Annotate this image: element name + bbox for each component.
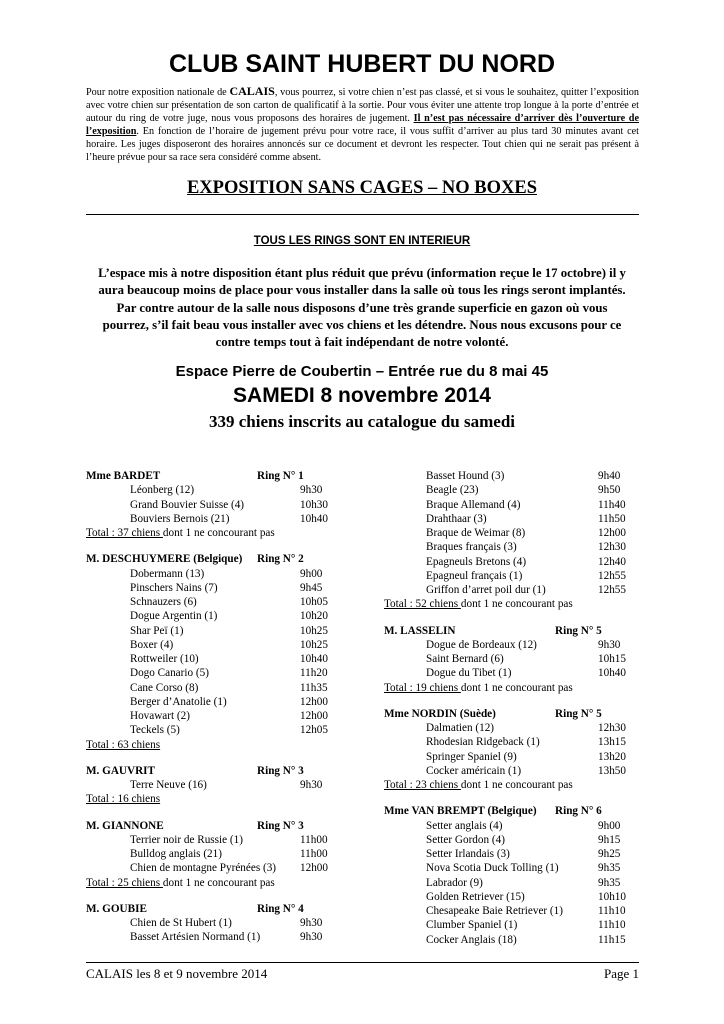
judging-time: 10h30 — [300, 498, 328, 511]
schedule-left-column — [86, 469, 386, 945]
breed-name: Cocker américain (1) — [426, 764, 522, 777]
dogs-count: 339 chiens inscrits au catalogue du samedi — [208, 412, 516, 431]
judging-time: 10h05 — [300, 596, 328, 608]
breed-name: Saint Bernard (6) — [426, 653, 504, 665]
breed-name: Teckels (5) — [130, 724, 180, 737]
breed-row — [86, 609, 386, 623]
breed-row — [86, 916, 386, 930]
judge-name: M. GOUBIE — [86, 902, 147, 915]
breed-row — [384, 638, 644, 652]
judging-time: 11h50 — [598, 512, 626, 525]
breed-name: Shar Peï (1) — [130, 624, 184, 637]
judge-row — [86, 469, 386, 483]
breed-name: Hovawart (2) — [130, 710, 190, 722]
rings-notice: TOUS LES RINGS SONT EN INTERIEUR — [253, 235, 471, 247]
total-count: Total : 52 chiens — [384, 598, 461, 611]
total-note: dont 1 ne concourant pas — [460, 681, 573, 694]
breed-row — [86, 652, 386, 666]
breed-row — [384, 666, 644, 680]
breed-row — [86, 695, 386, 709]
judging-time: 11h00 — [300, 848, 328, 860]
judging-time: 11h40 — [598, 498, 626, 511]
judging-time: 9h40 — [598, 470, 621, 482]
breed-row — [384, 904, 644, 918]
breed-name: Setter Gordon (4) — [426, 833, 505, 846]
judging-time: 10h20 — [300, 610, 328, 623]
footer-location-date: CALAIS les 8 et 9 novembre 2014 — [86, 966, 268, 981]
judging-time: 12h30 — [598, 541, 626, 554]
judge-name: Mme VAN BREMPT (Belgique) — [384, 805, 537, 818]
breed-name: Dogue Argentin (1) — [130, 610, 218, 623]
total-text — [384, 778, 573, 792]
section-gap — [86, 807, 386, 819]
breed-row — [384, 526, 644, 540]
breed-name: Labrador (9) — [426, 876, 483, 889]
total-row — [86, 526, 386, 540]
judging-time: 12h00 — [300, 862, 328, 875]
ring-number: Ring N° 6 — [555, 805, 602, 818]
judge-row — [384, 624, 644, 638]
breed-row — [86, 861, 386, 875]
judging-time: 9h00 — [598, 819, 621, 832]
breed-row — [86, 930, 386, 944]
judging-time: 9h45 — [300, 581, 323, 594]
breed-row — [384, 469, 644, 483]
total-row — [384, 681, 644, 695]
breed-name: Dogue du Tibet (1) — [426, 667, 512, 680]
breed-row — [86, 847, 386, 861]
breed-row — [384, 498, 644, 512]
breed-name: Rhodesian Ridgeback (1) — [426, 736, 540, 749]
judging-time: 11h10 — [598, 905, 626, 917]
breed-row — [384, 861, 644, 875]
judging-time: 11h00 — [300, 833, 328, 846]
total-text — [384, 597, 573, 611]
breed-row — [384, 876, 644, 890]
breed-row — [86, 512, 386, 526]
total-count: Total : 16 chiens — [86, 793, 161, 806]
section-gap — [86, 540, 386, 552]
breed-row — [384, 764, 644, 778]
breed-row — [384, 847, 644, 861]
judge-name: M. LASSELIN — [384, 624, 456, 637]
total-note: dont 1 ne concourant pas — [162, 527, 275, 539]
judging-time: 9h15 — [598, 833, 621, 846]
total-count: Total : 63 chiens — [86, 738, 161, 751]
ring-number: Ring N° 4 — [257, 902, 304, 915]
breed-row — [86, 638, 386, 652]
judging-time: 12h30 — [598, 722, 626, 734]
breed-row — [86, 483, 386, 497]
judging-time: 9h30 — [300, 917, 323, 929]
judging-time: 12h00 — [300, 710, 328, 722]
total-row — [86, 738, 386, 752]
page-title: CLUB SAINT HUBERT DU NORD — [168, 50, 556, 78]
judging-time: 12h00 — [300, 695, 328, 708]
breed-name: Schnauzers (6) — [130, 596, 197, 608]
intro-paragraph — [86, 85, 639, 165]
breed-name: Bulldog anglais (21) — [130, 848, 222, 860]
judging-time: 9h30 — [300, 779, 323, 791]
judging-time: 10h25 — [300, 638, 328, 651]
total-text — [86, 876, 275, 890]
judge-name: Mme BARDET — [86, 470, 161, 482]
breed-row — [86, 709, 386, 723]
breed-name: Terrier noir de Russie (1) — [130, 833, 243, 846]
breed-name: Basset Hound (3) — [426, 470, 505, 482]
breed-name: Basset Artésien Normand (1) — [130, 931, 261, 944]
breed-row — [384, 918, 644, 932]
judge-row — [384, 804, 644, 818]
section-gap — [384, 695, 644, 707]
section-gap — [86, 752, 386, 764]
judging-time: 13h15 — [598, 736, 626, 749]
breed-name: Terre Neuve (16) — [130, 779, 207, 791]
breed-name: Chien de montagne Pyrénées (3) — [130, 862, 277, 875]
breed-name: Braque Allemand (4) — [426, 498, 521, 511]
judging-time: 9h30 — [300, 931, 323, 944]
judge-row — [86, 819, 386, 833]
breed-row — [86, 498, 386, 512]
breed-row — [384, 735, 644, 749]
ring-number: Ring N° 5 — [555, 624, 602, 637]
total-count: Total : 25 chiens — [86, 876, 163, 889]
show-date: SAMEDI 8 novembre 2014 — [233, 384, 491, 407]
judging-time: 11h15 — [598, 933, 626, 946]
total-text — [384, 681, 573, 695]
exhibition-subtitle: EXPOSITION SANS CAGES – NO BOXES — [186, 178, 538, 198]
breed-row — [86, 681, 386, 695]
breed-row — [384, 555, 644, 569]
breed-name: Setter anglais (4) — [426, 819, 503, 832]
breed-row — [86, 581, 386, 595]
breed-name: Bouviers Bernois (21) — [130, 512, 230, 525]
breed-row — [384, 833, 644, 847]
judging-time: 9h50 — [598, 484, 621, 497]
breed-row — [384, 652, 644, 666]
judging-time: 13h50 — [598, 764, 626, 777]
breed-row — [86, 723, 386, 737]
total-row — [384, 597, 644, 611]
breed-name: Chien de St Hubert (1) — [130, 917, 232, 929]
breed-name: Clumber Spaniel (1) — [426, 919, 518, 932]
judging-time: 11h35 — [300, 681, 328, 694]
breed-name: Grand Bouvier Suisse (4) — [130, 498, 245, 511]
breed-name: Nova Scotia Duck Tolling (1) — [426, 862, 559, 875]
judging-time: 12h40 — [598, 555, 626, 568]
ring-number: Ring N° 5 — [555, 707, 602, 720]
total-note: dont 1 ne concourant pas — [460, 779, 573, 791]
judge-name: M. GAUVRIT — [86, 764, 155, 777]
judge-name: Mme NORDIN (Suède) — [384, 707, 496, 720]
judging-time: 9h30 — [300, 484, 323, 497]
breed-name: Berger d’Anatolie (1) — [130, 695, 227, 708]
ring-number: Ring N° 1 — [257, 470, 304, 482]
total-note: dont 1 ne concourant pas — [162, 876, 275, 889]
judge-name: M. DESCHUYMERE (Belgique) — [86, 553, 243, 566]
total-row — [86, 792, 386, 806]
breed-row — [86, 624, 386, 638]
intro-text-2: , vous pourrez, si votre chien n’est pas classé, et si vous le souhaitez, quitter l’exposition avec votre chien sur présentation de son carton de qualificatif à la sortie. Pour vous éviter une attente trop longue à la porte d’entrée et autour du ring de votre juge, nous vous proposons des horaires de jugement. — [86, 87, 639, 125]
total-count: Total : 23 chiens — [384, 779, 461, 791]
section-gap — [86, 890, 386, 902]
breed-name: Rottweiler (10) — [130, 653, 199, 665]
breed-name: Léonberg (12) — [130, 484, 195, 497]
judging-time: 12h55 — [598, 569, 626, 582]
breed-name: Braque de Weimar (8) — [426, 527, 526, 539]
schedule-right-column — [384, 469, 644, 947]
intro-text-3: . En fonction de l’horaire de jugement prévu pour votre race, il vous suffit d’arriver au plus tard 30 minutes avant cet horaire. Les juges disposeront des horaires annoncés sur ce document et devront les respecter. Tout chien qui ne serait pas présent à l’heure prévue pour sa race sera considéré comme absent. — [86, 126, 639, 164]
judging-time: 12h00 — [598, 527, 626, 539]
total-text — [86, 526, 275, 540]
breed-row — [86, 567, 386, 581]
judging-time: 11h10 — [598, 919, 626, 932]
breed-row — [384, 933, 644, 947]
total-note: dont 1 ne concourant pas — [460, 598, 573, 611]
breed-row — [384, 721, 644, 735]
judging-time: 9h35 — [598, 862, 621, 875]
page-number: Page 1 — [603, 966, 639, 981]
judging-time: 10h15 — [598, 653, 626, 665]
breed-name: Epagneuls Bretons (4) — [426, 555, 527, 568]
total-row — [384, 778, 644, 792]
breed-name: Beagle (23) — [426, 484, 479, 497]
breed-row — [384, 512, 644, 526]
ring-number: Ring N° 2 — [257, 553, 304, 566]
breed-name: Dobermann (13) — [130, 567, 205, 580]
breed-row — [384, 890, 644, 904]
judging-time: 12h05 — [300, 724, 328, 737]
breed-name: Cane Corso (8) — [130, 681, 199, 694]
section-gap — [384, 792, 644, 804]
judge-row — [86, 552, 386, 566]
judging-time: 9h25 — [598, 848, 621, 860]
judging-time: 9h30 — [598, 638, 621, 651]
intro-text-1: Pour notre exposition nationale de — [86, 87, 230, 98]
breed-name: Chesapeake Baie Retriever (1) — [426, 905, 563, 917]
divider — [86, 214, 639, 215]
judge-name: M. GIANNONE — [86, 819, 164, 832]
judging-time: 9h35 — [598, 876, 621, 889]
total-text — [86, 792, 160, 806]
breed-row — [384, 483, 644, 497]
ring-number: Ring N° 3 — [257, 764, 304, 777]
breed-name: Griffon d’arret poil dur (1) — [426, 584, 546, 596]
breed-name: Pinschers Nains (7) — [130, 581, 218, 594]
breed-row — [384, 819, 644, 833]
breed-row — [86, 666, 386, 680]
breed-row — [384, 750, 644, 764]
breed-name: Golden Retriever (15) — [426, 890, 525, 903]
breed-name: Boxer (4) — [130, 638, 174, 651]
judging-time: 10h40 — [300, 653, 328, 665]
judging-time: 10h10 — [598, 890, 626, 903]
breed-name: Setter Irlandais (3) — [426, 848, 510, 860]
breed-row — [384, 583, 644, 597]
breed-row — [86, 833, 386, 847]
venue: Espace Pierre de Coubertin – Entrée rue du 8 mai 45 — [175, 363, 549, 380]
breed-name: Braques français (3) — [426, 541, 517, 554]
breed-name: Dalmatien (12) — [426, 722, 495, 734]
total-row — [86, 876, 386, 890]
intro-calais: CALAIS — [229, 84, 275, 98]
judging-time: 10h40 — [598, 667, 626, 680]
breed-name: Dogo Canario (5) — [130, 667, 209, 680]
judging-time: 10h40 — [300, 512, 328, 525]
breed-name: Springer Spaniel (9) — [426, 750, 517, 763]
breed-row — [86, 778, 386, 792]
breed-name: Epagneul français (1) — [426, 569, 523, 582]
judge-row — [384, 707, 644, 721]
breed-name: Dogue de Bordeaux (12) — [426, 638, 537, 651]
judge-row — [86, 764, 386, 778]
intro-underlined: Il n’est pas nécessaire d’arriver dès l’ouverture de l’exposition — [86, 113, 639, 138]
ring-number: Ring N° 3 — [257, 819, 304, 832]
total-count: Total : 19 chiens — [384, 681, 461, 694]
judging-time: 13h20 — [598, 750, 626, 763]
breed-row — [384, 540, 644, 554]
judging-time: 12h55 — [598, 584, 626, 596]
breed-name: Cocker Anglais (18) — [426, 933, 517, 946]
judge-row — [86, 902, 386, 916]
breed-name: Drahthaar (3) — [426, 512, 487, 525]
judging-time: 11h20 — [300, 667, 328, 680]
footer — [86, 962, 639, 982]
judging-time: 9h00 — [300, 567, 323, 580]
breed-row — [384, 569, 644, 583]
total-text — [86, 738, 160, 752]
space-notice: L’espace mis à notre disposition étant plus réduit que prévu (information reçue le 17 octobre) il y aura beaucoup moins de place pour vous installer dans la salle où tous les rings seront implantés. Par contre autour de la salle nous disposons d’une très grande superficie en gazon où vous pourrez, s’il fait beau vous installer avec vos chiens et les détendre. Nous nous excusons pour ce contre temps tout à fait indépendant de notre volonté. — [98, 266, 626, 350]
breed-row — [86, 595, 386, 609]
total-count: Total : 37 chiens — [86, 527, 163, 539]
section-gap — [384, 612, 644, 624]
judging-time: 10h25 — [300, 624, 328, 637]
